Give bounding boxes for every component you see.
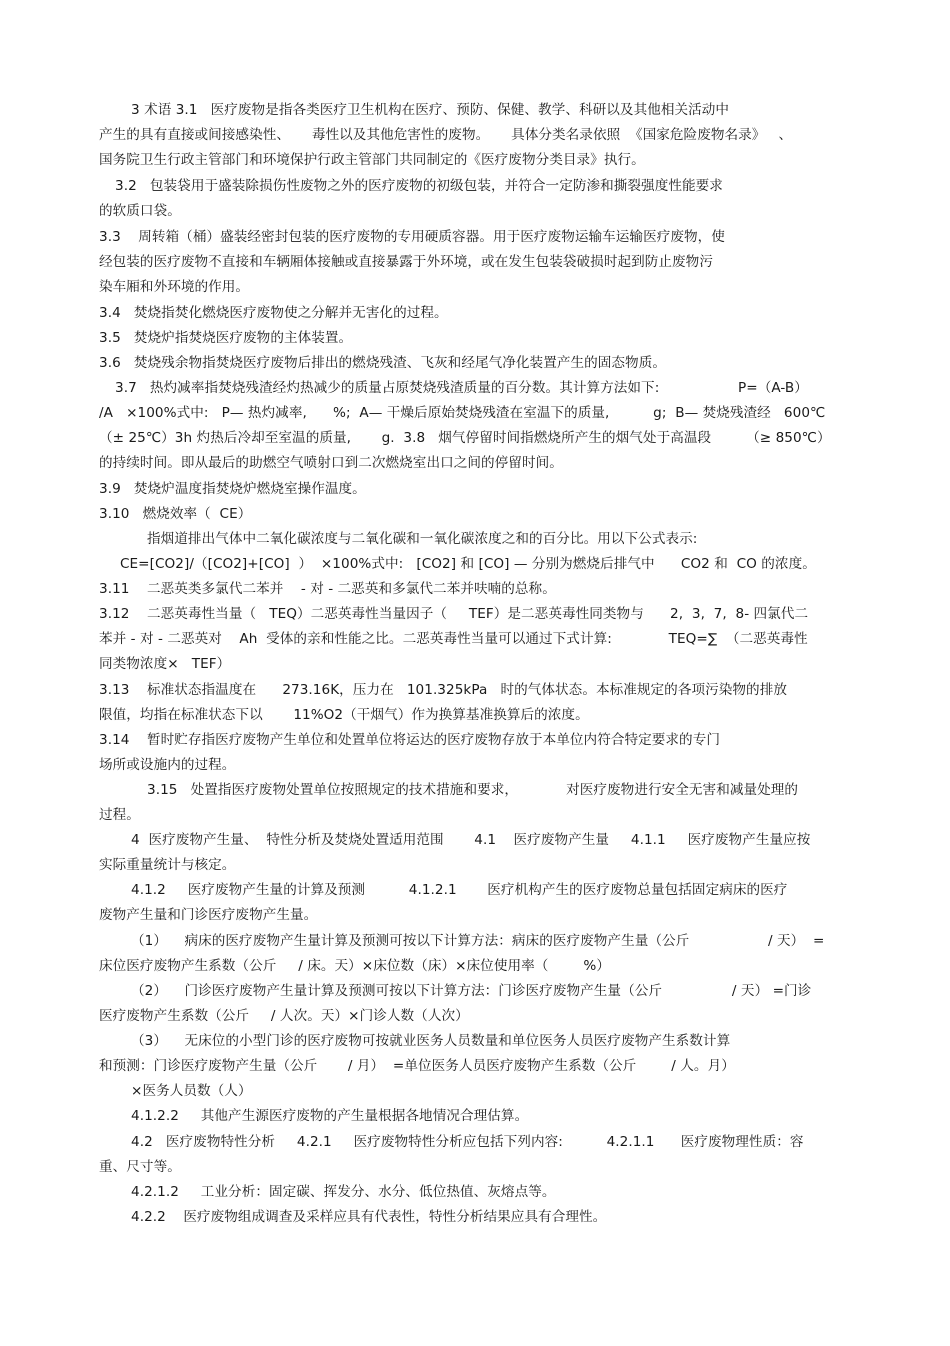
text-line: 场所或设施内的过程。 <box>99 757 236 773</box>
text-line: 3.14 暂时贮存指医疗废物产生单位和处置单位将运达的医疗废物存放于本单位内符合特定要求的专门 <box>99 732 720 748</box>
text-line: （3） 无床位的小型门诊的医疗废物可按就业医务人员数量和单位医务人员医疗废物产生系数计算 <box>131 1033 731 1049</box>
text-line: 4 医疗废物产生量、 特性分析及焚烧处置适用范围 4.1 医疗废物产生量 4.1.1 医疗废物产生量应按 <box>131 832 811 848</box>
text-line: 和预测：门诊医疗废物产生量（公斤 / 月） =单位医务人员医疗废物产生系数（公斤 / 人。月） <box>99 1058 735 1074</box>
text-line: 3.4 焚烧指焚化燃烧医疗废物使之分解并无害化的过程。 <box>99 305 448 321</box>
text-line: 废物产生量和门诊医疗废物产生量。 <box>99 907 318 923</box>
text-line: 3.10 燃烧效率（ CE） <box>99 506 252 522</box>
text-line: 实际重量统计与核定。 <box>99 857 236 873</box>
text-line: 4.1.2.2 其他产生源医疗废物的产生量根据各地情况合理估算。 <box>131 1108 529 1124</box>
text-line: 的软质口袋。 <box>99 203 181 219</box>
text-line: ×医务人员数（人） <box>131 1083 252 1099</box>
text-line: （1） 病床的医疗废物产生量计算及预测可按以下计算方法：病床的医疗废物产生量（公斤 / 天） = <box>131 933 825 949</box>
text-line: 3.5 焚烧炉指焚烧医疗废物的主体装置。 <box>99 330 353 346</box>
text-line: 3.11 二恶英类多氯代二苯并 - 对 - 二恶英和多氯代二苯并呋喃的总称。 <box>99 581 556 597</box>
text-line: 床位医疗废物产生系数（公斤 / 床。天）×床位数（床）×床位使用率（ %） <box>99 958 610 974</box>
text-line: 的持续时间。即从最后的助燃空气喷射口到二次燃烧室出口之间的停留时间。 <box>99 455 563 471</box>
text-line: 4.2.1.2 工业分析：固定碳、挥发分、水分、低位热值、灰熔点等。 <box>131 1184 556 1200</box>
text-line: 经包装的医疗废物不直接和车辆厢体接触或直接暴露于外环境，或在发生包装袋破损时起到防止废物污 <box>99 254 713 270</box>
text-line: 3.6 焚烧残余物指焚烧医疗废物后排出的燃烧残渣、飞灰和经尾气净化装置产生的固态物质。 <box>99 355 666 371</box>
text-line: 3.3 周转箱（桶）盛装经密封包装的医疗废物的专用硬质容器。用于医疗废物运输车运输医疗废物，使 <box>99 229 725 245</box>
text-line: 染车厢和外环境的作用。 <box>99 279 250 295</box>
text-line: 指烟道排出气体中二氧化碳浓度与二氧化碳和一氧化碳浓度之和的百分比。用以下公式表示: <box>147 531 698 547</box>
text-line: CE=[CO2]/（[CO2]+[CO] ） ×100%式中: [CO2] 和 [CO] — 分别为燃烧后排气中 CO2 和 CO 的浓度。 <box>120 556 816 572</box>
text-line: 同类物浓度× TEF） <box>99 656 231 672</box>
text-line: 苯并 - 对 - 二恶英对 Ah 受体的亲和性能之比。二恶英毒性当量可以通过下式计算: TEQ=∑ （二恶英毒性 <box>99 631 808 647</box>
text-line: 3.15 处置指医疗废物处置单位按照规定的技术措施和要求， 对医疗废物进行安全无害和减量处理的 <box>147 782 799 798</box>
text-line: /A ×100%式中: P— 热灼减率, %; A— 干燥后原始焚烧残渣在室温下的质量, g; B— 焚烧残渣经 600℃ <box>99 405 826 421</box>
text-line: 3.9 焚烧炉温度指焚烧炉燃烧室操作温度。 <box>99 481 366 497</box>
text-line: 产生的具有直接或间接感染性、 毒性以及其他危害性的废物。 具体分类名录依照 《国家危险废物名录》 、 <box>99 127 793 143</box>
text-line: 限值，均指在标准状态下以 11%O2（干烟气）作为换算基准换算后的浓度。 <box>99 707 589 723</box>
text-line: 3.12 二恶英毒性当量（ TEQ）二恶英毒性当量因子（ TEF）是二恶英毒性同类物与 2, 3, 7, 8- 四氯代二 <box>99 606 809 622</box>
text-line: 4.1.2 医疗废物产生量的计算及预测 4.1.2.1 医疗机构产生的医疗废物总量包括固定病床的医疗 <box>131 882 788 898</box>
text-line: 3.2 包装袋用于盛装除损伤性废物之外的医疗废物的初级包装，并符合一定防渗和撕裂强度性能要求 <box>115 178 723 194</box>
text-line: 3 术语 3.1 医疗废物是指各类医疗卫生机构在医疗、预防、保健、教学、科研以及其他相关活动中 <box>131 102 730 118</box>
text-line: 4.2.2 医疗废物组成调查及采样应具有代表性，特性分析结果应具有合理性。 <box>131 1209 607 1225</box>
text-line: 国务院卫生行政主管部门和环境保护行政主管部门共同制定的《医疗废物分类目录》执行。 <box>99 152 645 168</box>
text-line: 医疗废物产生系数（公斤 / 人次。天）×门诊人数（人次） <box>99 1008 469 1024</box>
text-line: 3.13 标准状态指温度在 273.16K，压力在 101.325kPa 时的气体状态。本标准规定的各项污染物的排放 <box>99 682 787 698</box>
text-line: （± 25℃）3h 灼热后冷却至室温的质量, g. 3.8 烟气停留时间指燃烧所产生的烟气处于高温段 （≥ 850℃） <box>99 430 831 446</box>
text-line: （2） 门诊医疗废物产生量计算及预测可按以下计算方法：门诊医疗废物产生量（公斤 / 天） =门诊 <box>131 983 812 999</box>
text-line: 3.7 热灼减率指焚烧残渣经灼热减少的质量占原焚烧残渣质量的百分数。其计算方法如下: P=（A-B） <box>115 380 808 396</box>
text-line: 重、尺寸等。 <box>99 1159 181 1175</box>
text-line: 过程。 <box>99 807 140 823</box>
text-line: 4.2 医疗废物特性分析 4.2.1 医疗废物特性分析应包括下列内容: 4.2.1.1 医疗废物理性质：容 <box>131 1134 804 1150</box>
